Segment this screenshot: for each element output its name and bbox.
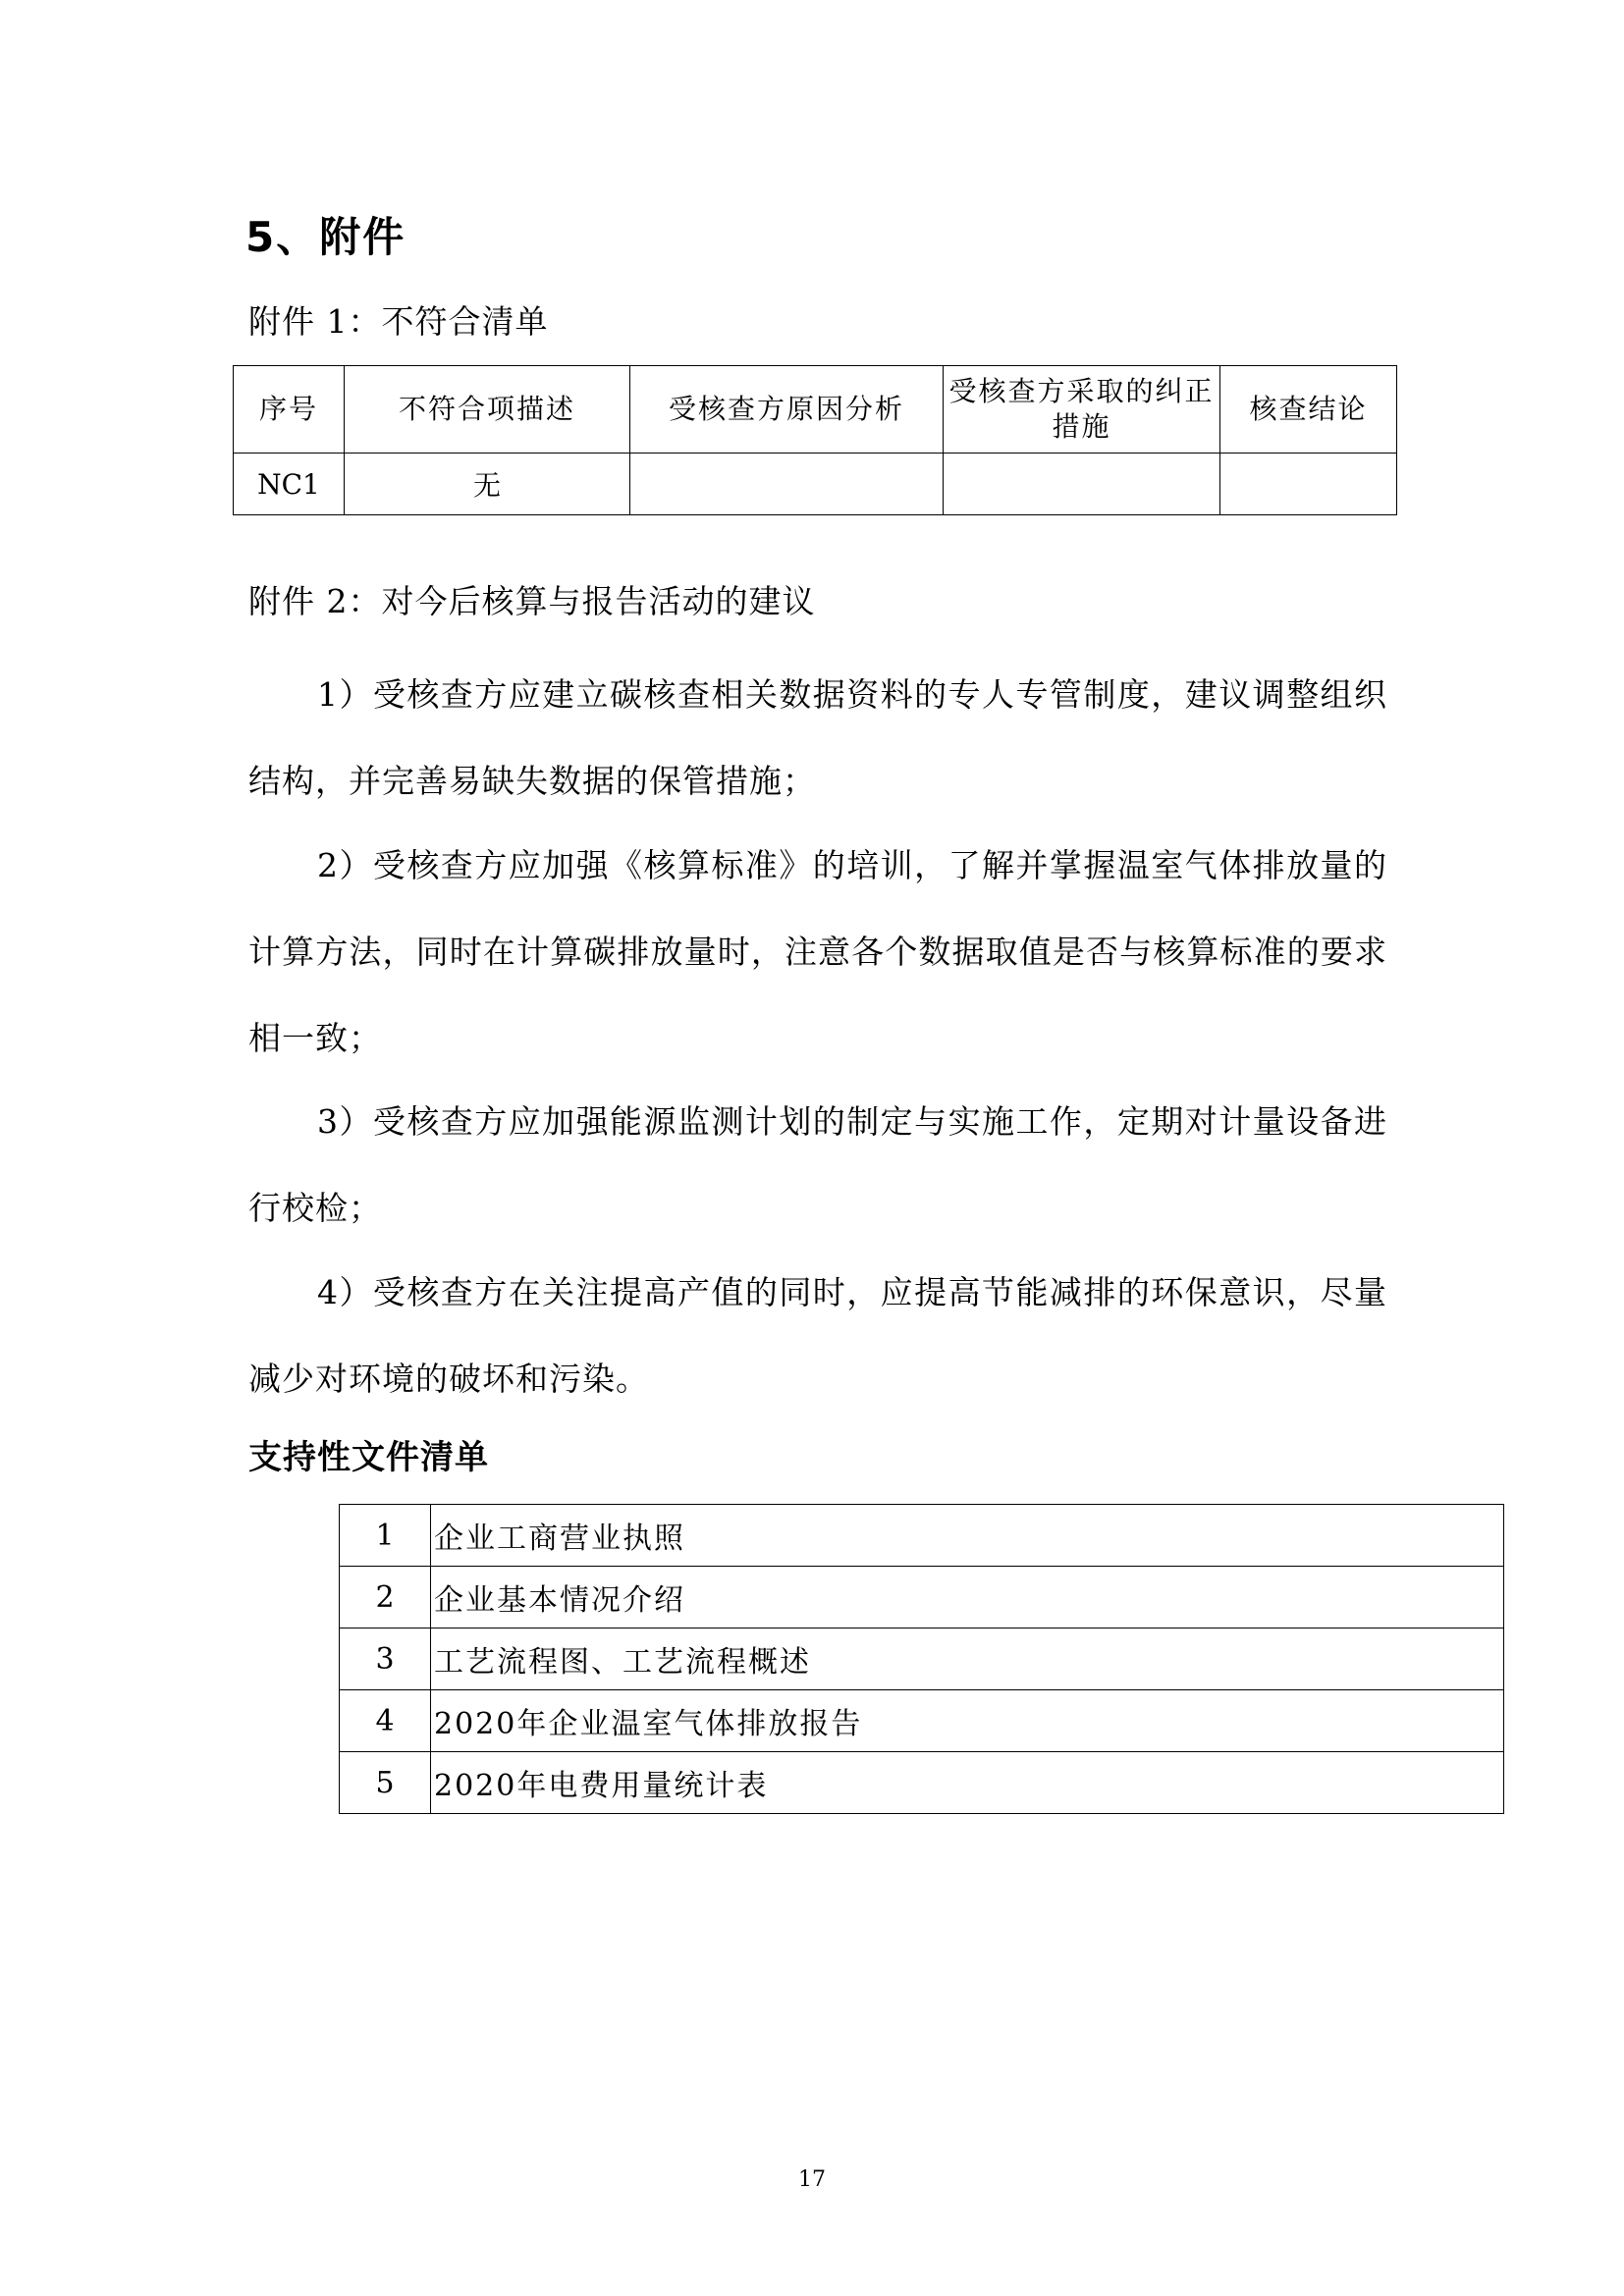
cell-cause-analysis xyxy=(630,454,944,515)
page-number: 17 xyxy=(798,2167,826,2192)
table-header-row xyxy=(234,366,1397,454)
nonconformity-table xyxy=(233,365,1397,515)
header-serial: 序号 xyxy=(234,366,345,454)
table-row xyxy=(340,1690,1504,1752)
attachment-2-caption: 附件 2：对今后核算与报告活动的建议 xyxy=(248,582,816,620)
cell-description: 无 xyxy=(345,454,630,515)
recommendation-paragraph: 3）受核查方应加强能源监测计划的制定与实施工作，定期对计量设备进行校检； xyxy=(248,1102,1387,1227)
cell-conclusion xyxy=(1220,454,1397,515)
header-description: 不符合项描述 xyxy=(345,366,630,454)
table-row xyxy=(340,1629,1504,1690)
doc-name: 工艺流程图、工艺流程概述 xyxy=(431,1629,1504,1690)
doc-number: 5 xyxy=(340,1752,431,1814)
recommendation-paragraph: 1）受核查方应建立碳核查相关数据资料的专人专管制度，建议调整组织结构，并完善易缺失数据的保管措施； xyxy=(248,675,1387,800)
doc-name: 2020年电费用量统计表 xyxy=(431,1752,1504,1814)
supporting-docs-table xyxy=(339,1504,1504,1814)
recommendation-paragraph: 2）受核查方应加强《核算标准》的培训，了解并掌握温室气体排放量的计算方法，同时在计算碳排放量时，注意各个数据取值是否与核算标准的要求相一致； xyxy=(248,846,1387,1057)
section-heading: 5、附件 xyxy=(245,213,406,261)
header-cause-analysis: 受核查方原因分析 xyxy=(630,366,944,454)
table-row xyxy=(234,454,1397,515)
doc-number: 1 xyxy=(340,1505,431,1567)
cell-serial: NC1 xyxy=(234,454,345,515)
doc-number: 4 xyxy=(340,1690,431,1752)
doc-name: 企业基本情况介绍 xyxy=(431,1567,1504,1629)
doc-number: 3 xyxy=(340,1629,431,1690)
cell-corrective-action xyxy=(944,454,1220,515)
header-corrective-action: 受核查方采取的纠正措施 xyxy=(944,366,1220,454)
doc-number: 2 xyxy=(340,1567,431,1629)
attachment-1-caption: 附件 1：不符合清单 xyxy=(248,302,549,341)
header-conclusion: 核查结论 xyxy=(1220,366,1397,454)
supporting-docs-heading: 支持性文件清单 xyxy=(248,1438,489,1477)
recommendation-paragraph: 4）受核查方在关注提高产值的同时，应提高节能减排的环保意识，尽量减少对环境的破坏和污染。 xyxy=(248,1273,1387,1398)
doc-name: 2020年企业温室气体排放报告 xyxy=(431,1690,1504,1752)
table-row xyxy=(340,1752,1504,1814)
table-row xyxy=(340,1505,1504,1567)
table-row xyxy=(340,1567,1504,1629)
doc-name: 企业工商营业执照 xyxy=(431,1505,1504,1567)
